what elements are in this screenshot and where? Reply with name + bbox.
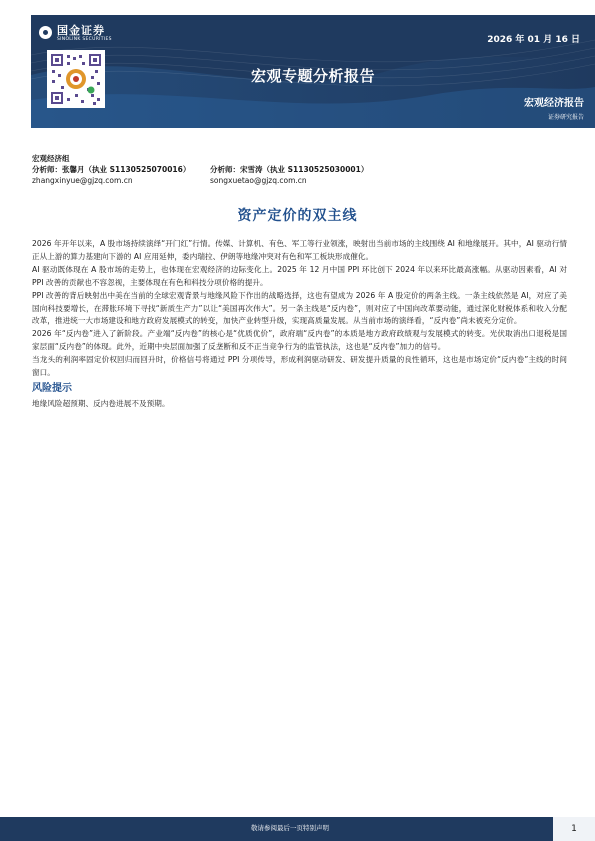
logo-mark-icon bbox=[39, 26, 52, 39]
analyst-1: 分析师：张馨月（执业 S1130525070016） bbox=[32, 165, 191, 174]
logo-name-cn: 国金证券 bbox=[57, 24, 105, 37]
company-logo bbox=[39, 25, 112, 43]
paragraph: PPI 改善的背后映射出中美在当前的全球宏观背景与地缘风险下作出的战略选择，这也有望成为 2026 年 A 股定价的两条主线。一条主线依然是 AI，对应了美国向科技要增长，在滞胀环境下寻找“新质生产力”以让“美国再次伟大”。另一条主线是“反内卷”，则对应了中国向改革要动能，通过深化财税体系和收入分配改革，推进统一大市场建设和地方政府发展模式的转变，加快产业转型升级，实现高质量发展。从当前市场的演绎看，“反内卷”尚未被充分定价。 bbox=[32, 290, 567, 326]
paragraph: 2026 年“反内卷”进入了新阶段。产业端“反内卷”的核心是“优质优价”，政府端“反内卷”的本质是地方政府政绩观与发展模式的转变。光伏取消出口退税是国家层面“反内卷”的体现。此外，近期中央层面加强了反垄断和反不正当竞争行为的监管执法，这也是“反内卷”加力的信号。 bbox=[32, 329, 567, 352]
author-names-row bbox=[32, 164, 368, 175]
analyst-2-email[interactable]: songxuetao@gjzq.com.cn bbox=[210, 176, 307, 185]
footer-disclaimer: 敬请参阅最后一页特别声明 bbox=[251, 824, 329, 832]
author-group: 宏观经济组 bbox=[32, 154, 70, 163]
main-title: 宏观专题分析报告 bbox=[250, 67, 375, 85]
paragraph: AI 驱动既体现在 A 股市场的走势上，也体现在宏观经济的边际变化上。2025 年 12 月中国 PPI 环比创下 2024 年以来环比最高涨幅。从驱动因素看，AI 对 PPI 改善的贡献也不容忽视，主要体现在有色和科技分项价格的提升。 bbox=[32, 264, 567, 287]
header-banner bbox=[31, 15, 595, 128]
logo-name-en: SINOLINK SECURITIES bbox=[57, 37, 112, 42]
paragraph: 2026 年开年以来，A 股市场持续演绎“开门红”行情。传媒、计算机、有色、军工等行业领涨，映射出当前市场的主线围绕 AI 和地缘展开。其中，AI 驱动行情正从上游的算力基建向下游的 AI 应用延伸，委内瑞拉、伊朗等地缘冲突对有色和军工板块形成催化。 bbox=[32, 239, 567, 261]
analyst-2: 分析师：宋雪涛（执业 S1130525030001） bbox=[210, 165, 369, 174]
report-body bbox=[32, 238, 567, 411]
section-label: 宏观经济报告 bbox=[524, 98, 584, 109]
paragraph: 当龙头的利润率固定价权回归而回升时，价格信号将通过 PPI 分项传导，形成利润驱动研发、研发提升质量的良性循环，这也是市场定价“反内卷”主线的时间窗口。 bbox=[32, 355, 567, 378]
footer-bar bbox=[0, 817, 595, 841]
analyst-1-email[interactable]: zhangxinyue@gjzq.com.cn bbox=[32, 176, 133, 185]
author-block bbox=[32, 153, 368, 186]
risk-text: 地缘风险超预期、反内卷进展不及预期。 bbox=[32, 398, 170, 408]
report-title: 资产定价的双主线 bbox=[237, 208, 358, 224]
author-emails-row bbox=[32, 175, 368, 186]
subsection-label: 证券研究报告 bbox=[547, 114, 584, 121]
report-date: 2026 年 01 月 16 日 bbox=[487, 35, 580, 45]
risk-heading: 风险提示 bbox=[32, 382, 72, 394]
page-number: 1 bbox=[553, 817, 595, 841]
